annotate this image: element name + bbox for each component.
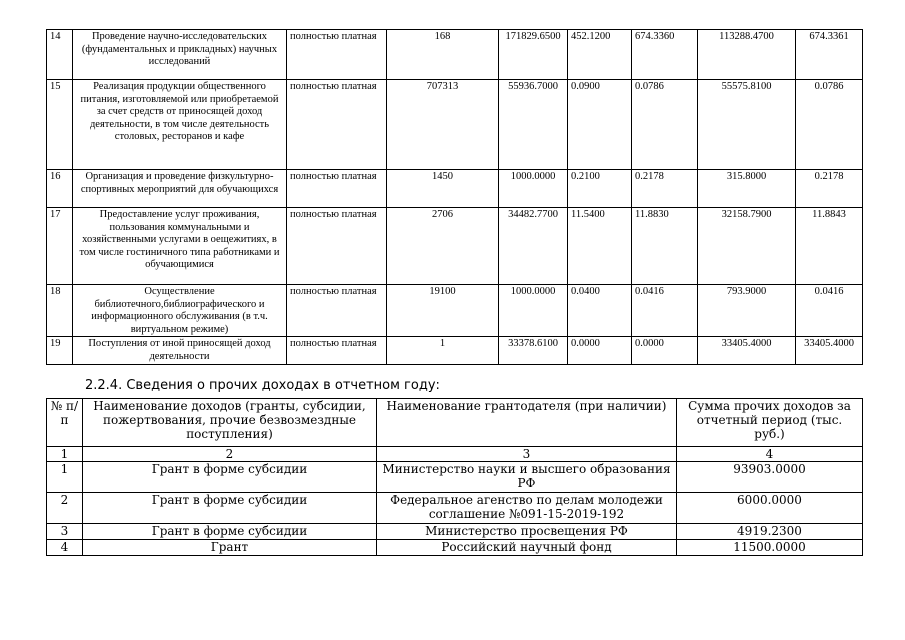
value-cell: 1000.0000 xyxy=(499,170,568,208)
table-row xyxy=(47,524,863,540)
income-name: Грант в форме субсидии xyxy=(83,493,377,524)
paid-services-table xyxy=(46,29,863,365)
row-number: 3 xyxy=(47,524,83,540)
service-type: полностью платная xyxy=(287,285,387,337)
value-cell: 55936.7000 xyxy=(499,80,568,170)
table-row xyxy=(47,285,863,337)
table-row xyxy=(47,170,863,208)
table-row xyxy=(47,462,863,493)
value-cell: 33378.6100 xyxy=(499,337,568,364)
income-sum: 11500.0000 xyxy=(677,540,863,556)
value-cell: 793.9000 xyxy=(698,285,796,337)
row-number: 17 xyxy=(47,208,73,285)
index-cell: 4 xyxy=(677,447,863,462)
service-type: полностью платная xyxy=(287,80,387,170)
other-income-table xyxy=(46,398,863,556)
service-type: полностью платная xyxy=(287,30,387,80)
header-num: № п/п xyxy=(47,399,83,447)
row-number: 4 xyxy=(47,540,83,556)
header-row xyxy=(47,399,863,447)
service-name: Проведение научно-исследовательских (фундаментальных и прикладных) научных исследований xyxy=(73,30,287,80)
value-cell: 113288.4700 xyxy=(698,30,796,80)
grantor-name: Министерство просвещения РФ xyxy=(377,524,677,540)
value-cell: 452.1200 xyxy=(568,30,632,80)
value-cell: 0.2178 xyxy=(796,170,863,208)
value-cell: 315.8000 xyxy=(698,170,796,208)
value-cell: 33405.4000 xyxy=(796,337,863,364)
row-number: 14 xyxy=(47,30,73,80)
service-name: Осуществление библиотечного,библиографического и информационного обслуживания (в т.ч. виртуальном режиме) xyxy=(73,285,287,337)
table-row xyxy=(47,540,863,556)
service-name: Организация и проведение физкультурно-спортивных мероприятий для обучающихся xyxy=(73,170,287,208)
value-cell: 11.8843 xyxy=(796,208,863,285)
table-row xyxy=(47,80,863,170)
income-sum: 6000.0000 xyxy=(677,493,863,524)
value-cell: 0.0786 xyxy=(796,80,863,170)
service-type: полностью платная xyxy=(287,337,387,364)
income-sum: 4919.2300 xyxy=(677,524,863,540)
value-cell: 0.0900 xyxy=(568,80,632,170)
service-name: Предоставление услуг проживания, пользования коммунальными и хозяйственными услугами в оещежитиях, в том числе гостиничного типа работниками и обучающимися xyxy=(73,208,287,285)
value-cell: 0.0000 xyxy=(568,337,632,364)
service-type: полностью платная xyxy=(287,208,387,285)
value-cell: 1 xyxy=(387,337,499,364)
value-cell: 0.0416 xyxy=(632,285,698,337)
value-cell: 674.3361 xyxy=(796,30,863,80)
value-cell: 674.3360 xyxy=(632,30,698,80)
value-cell: 2706 xyxy=(387,208,499,285)
value-cell: 11.8830 xyxy=(632,208,698,285)
index-cell: 3 xyxy=(377,447,677,462)
service-type: полностью платная xyxy=(287,170,387,208)
value-cell: 0.2100 xyxy=(568,170,632,208)
value-cell: 707313 xyxy=(387,80,499,170)
section-title: 2.2.4. Сведения о прочих доходах в отчетном году: xyxy=(85,378,440,393)
grantor-name: Федеральное агенство по делам молодежи соглашение №091-15-2019-192 xyxy=(377,493,677,524)
grantor-name: Российский научный фонд xyxy=(377,540,677,556)
service-name: Реализация продукции общественного питания, изготовляемой или приобретаемой за счет средств от приносящей доход деятельности, в том числе деятельность столовых, ресторанов и кафе xyxy=(73,80,287,170)
value-cell: 11.5400 xyxy=(568,208,632,285)
header-income-name: Наименование доходов (гранты, субсидии, пожертвования, прочие безвозмездные поступления) xyxy=(83,399,377,447)
value-cell: 55575.8100 xyxy=(698,80,796,170)
row-number: 18 xyxy=(47,285,73,337)
index-cell: 1 xyxy=(47,447,83,462)
header-sum: Сумма прочих доходов за отчетный период (тыс. руб.) xyxy=(677,399,863,447)
grantor-name: Министерство науки и высшего образования РФ xyxy=(377,462,677,493)
income-sum: 93903.0000 xyxy=(677,462,863,493)
value-cell: 168 xyxy=(387,30,499,80)
value-cell: 0.0786 xyxy=(632,80,698,170)
row-number: 2 xyxy=(47,493,83,524)
value-cell: 0.0000 xyxy=(632,337,698,364)
table-row xyxy=(47,208,863,285)
value-cell: 19100 xyxy=(387,285,499,337)
table-row xyxy=(47,337,863,364)
income-name: Грант xyxy=(83,540,377,556)
service-name: Поступления от иной приносящей доход деятельности xyxy=(73,337,287,364)
row-number: 15 xyxy=(47,80,73,170)
value-cell: 1450 xyxy=(387,170,499,208)
index-cell: 2 xyxy=(83,447,377,462)
table-row xyxy=(47,493,863,524)
income-name: Грант в форме субсидии xyxy=(83,462,377,493)
value-cell: 171829.6500 xyxy=(499,30,568,80)
row-number: 19 xyxy=(47,337,73,364)
value-cell: 1000.0000 xyxy=(499,285,568,337)
index-row xyxy=(47,447,863,462)
row-number: 1 xyxy=(47,462,83,493)
value-cell: 0.0416 xyxy=(796,285,863,337)
value-cell: 0.2178 xyxy=(632,170,698,208)
row-number: 16 xyxy=(47,170,73,208)
value-cell: 0.0400 xyxy=(568,285,632,337)
value-cell: 34482.7700 xyxy=(499,208,568,285)
header-grantor: Наименование грантодателя (при наличии) xyxy=(377,399,677,447)
value-cell: 32158.7900 xyxy=(698,208,796,285)
table-row xyxy=(47,30,863,80)
value-cell: 33405.4000 xyxy=(698,337,796,364)
income-name: Грант в форме субсидии xyxy=(83,524,377,540)
